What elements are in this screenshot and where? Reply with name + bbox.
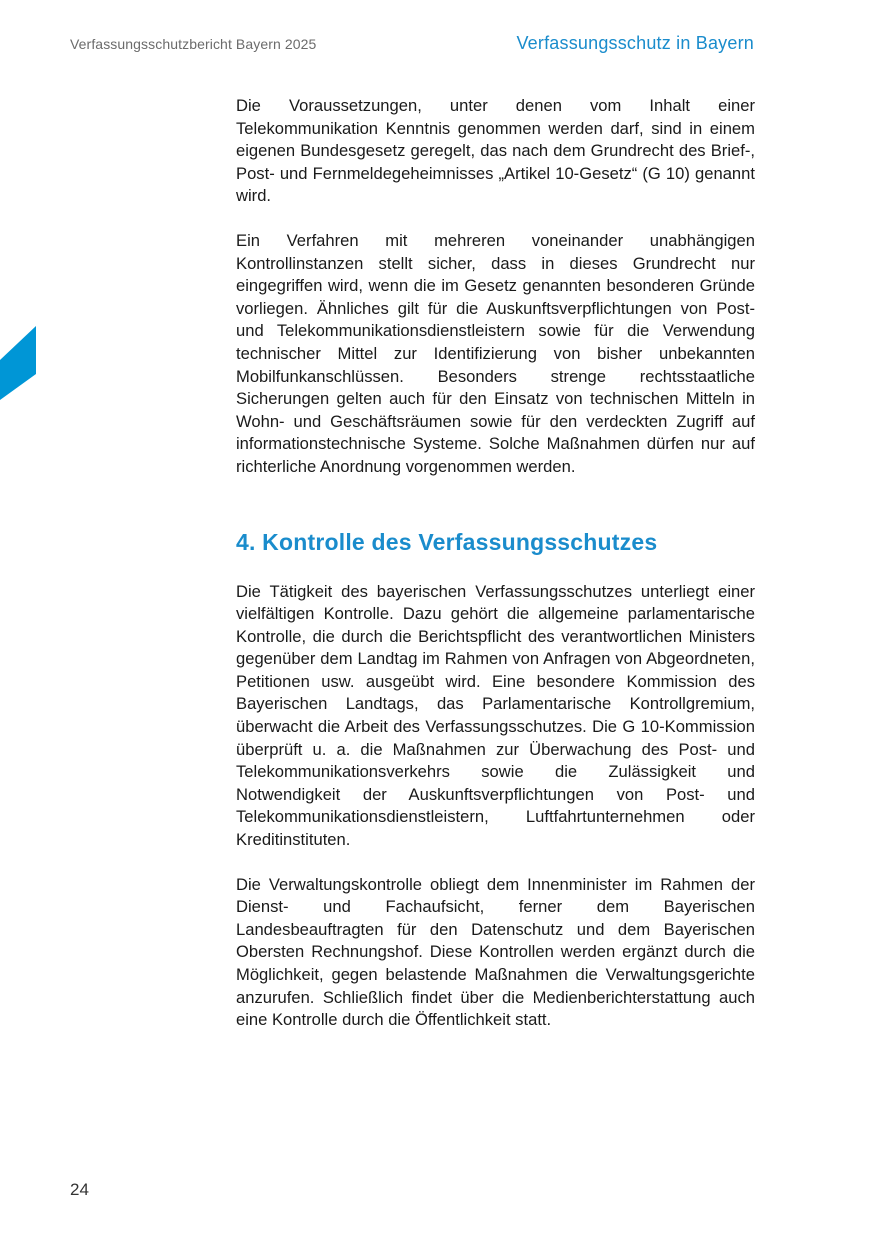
running-header-chapter: Verfassungsschutz in Bayern xyxy=(516,33,754,53)
page-number: 24 xyxy=(70,1180,89,1199)
paragraph-control-procedures: Ein Verfahren mit mehreren voneinander unabhängigen Kontrollinstanzen stellt sicher, dass in dieses Grundrecht nur eingegriffen wird, wenn die im Gesetz genannten besonderen Gründe vorliegen. Ähnliches gilt für die Auskunftsverpflichtungen von Post- und Telekommunikationsdienstleistern sowie für die Verwendung technischer Mittel zur Identifizierung von bisher unbekannten Mobilfunkanschlüssen. Besonders strenge rechtsstaatliche Sicherungen gelten auch für den Einsatz von technischen Mitteln in Wohn- und Geschäftsräumen sowie für den verdeckten Zugriff auf informationstechnische Systeme. Solche Maßnahmen dürfen nur auf richterliche Anordnung vorgenommen werden. xyxy=(236,230,755,476)
paragraph-g10-law: Die Voraussetzungen, unter denen vom Inhalt einer Telekommunikation Kenntnis genommen werden darf, sind in einem eigenen Bundesgesetz geregelt, das nach dem Grundrecht des Brief-, Post- und Fernmeldegeheimnisses „Artikel 10-Gesetz“ (G 10) genannt wird. xyxy=(236,96,755,206)
paragraph-parliamentary-control: Die Tätigkeit des bayerischen Verfassungsschutzes unterliegt einer vielfältigen Kontrolle. Dazu gehört die allgemeine parlamentarische Kontrolle, die durch die Berichtspflicht des verantwortlichen Ministers gegenüber dem Landtag im Rahmen von Anfragen von Abgeordneten, Petitionen usw. ausgeübt wird. Eine besondere Kommission des Bayerischen Landtags, das Parlamentarische Kontrollgremium, überwacht die Arbeit des Verfassungsschutzes. Die G 10-Kommission überprüft u. a. die Maßnahmen zur Überwachung des Post- und Telekommunikationsverkehrs sowie die Zulässigkeit und Notwendigkeit der Auskunftsverpflichtungen von Post- und Telekommunikationsdienstleistern, Luftfahrtunternehmen oder Kreditinstituten. xyxy=(236,581,755,850)
section-heading: 4. Kontrolle des Verfassungsschutzes xyxy=(236,528,658,555)
paragraph-administrative-control: Die Verwaltungskontrolle obliegt dem Innenminister im Rahmen der Dienst- und Fachaufsicht, ferner dem Bayerischen Landesbeauftragten für den Datenschutz und dem Bayerischen Obersten Rechnungshof. Diese Kontrollen werden ergänzt durch die Möglichkeit, gegen belastende Maßnahmen die Verwaltungsgerichte anzurufen. Schließlich findet über die Medienberichterstattung auch eine Kontrolle durch die Öffentlichkeit statt. xyxy=(236,874,755,1030)
running-header-publication: Verfassungsschutzbericht Bayern 2025 xyxy=(70,36,317,52)
chapter-tab-marker xyxy=(0,326,36,400)
main-content xyxy=(236,95,755,1032)
